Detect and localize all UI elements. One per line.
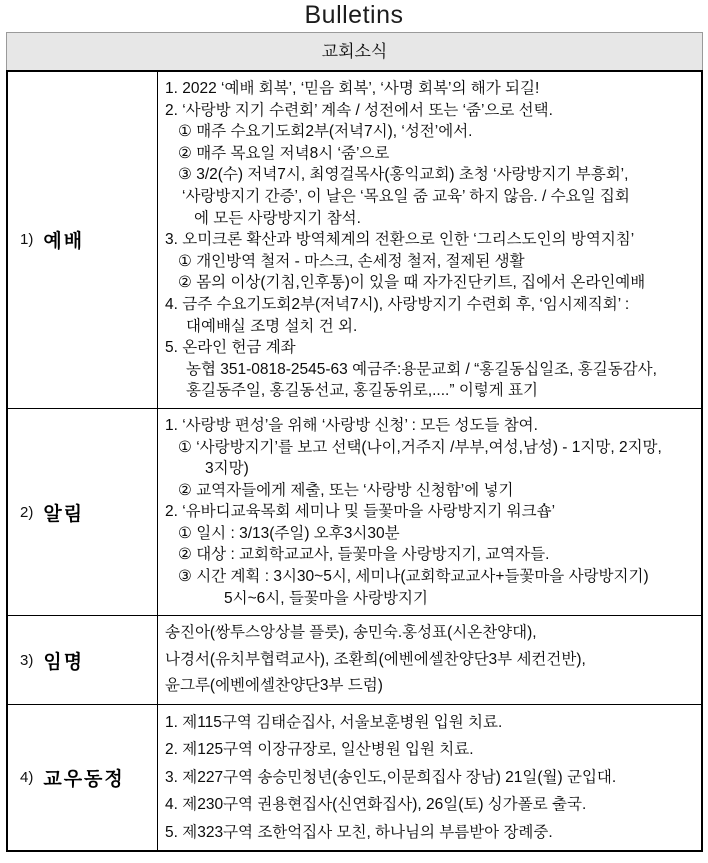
bulletin-line: 송진아(쌍투스앙상블 플룻), 송민숙.홍성표(시온찬양대), xyxy=(165,624,537,642)
section-number: 2) xyxy=(20,503,34,521)
section-content-worship xyxy=(158,72,701,408)
bulletin-line: 3. 오미크론 확산과 방역체계의 전환으로 인한 ‘그리스도인의 방역지침’ xyxy=(165,231,635,249)
bulletin-line: ③ 3/2(수) 저녁7시, 최영걸목사(홍익교회) 초청 ‘사랑방지기 부흥회’, xyxy=(178,166,629,184)
bulletin-line: 윤그루(에벤에셀찬양단3부 드럼) xyxy=(165,677,383,695)
section-number: 4) xyxy=(20,769,34,787)
section-number: 1) xyxy=(20,231,34,249)
section-number: 3) xyxy=(20,651,34,669)
section-label-appointments xyxy=(8,616,158,704)
bulletin-line: 5. 제323구역 조한억집사 모친, 하나님의 부름받아 장례중. xyxy=(165,823,553,841)
section-label-announcements xyxy=(8,409,158,615)
bulletin-line: 3. 제227구역 송승민청년(송인도,이문희집사 장남) 21일(월) 군입대. xyxy=(165,768,617,786)
bulletin-line: 4. 제230구역 권용현집사(신연화집사), 26일(토) 싱가폴로 출국. xyxy=(165,796,587,814)
section-row-worship xyxy=(8,72,701,408)
bulletin-line: ② 교역자들에게 제출, 또는 ‘사랑방 신청함’에 넣기 xyxy=(178,481,514,499)
bulletin-line: ① 매주 수요기도회2부(저녁7시), ‘성전’에서. xyxy=(178,123,473,141)
section-row-appointments xyxy=(8,615,701,704)
section-row-announcements xyxy=(8,408,701,615)
section-label-member-news xyxy=(8,705,158,850)
bulletin-line: ② 매주 목요일 저녁8시 ‘줌’으로 xyxy=(178,144,390,162)
bulletin-table xyxy=(6,32,703,852)
section-row-member-news xyxy=(8,704,701,850)
bulletin-line: 에 모든 사랑방지기 참석. xyxy=(194,209,361,227)
bulletin-line: 홍길동주일, 홍길동선교, 홍길동위로,....” 이렇게 표기 xyxy=(186,382,538,400)
bulletin-line: 4. 금주 수요기도회2부(저녁7시), 사랑방지기 수련회 후, ‘임시제직회’ : xyxy=(165,295,630,313)
bulletin-line: 나경서(유치부협력교사), 조환희(에벤에셀찬양단3부 세컨건반), xyxy=(165,650,586,668)
bulletin-line: 대예배실 조명 설치 건 외. xyxy=(186,317,358,335)
section-content-appointments xyxy=(158,616,701,704)
bulletin-line: 2. ‘사랑방 지기 수련회’ 계속 / 성전에서 또는 ‘줌’으로 선택. xyxy=(165,101,553,119)
section-title: 예배 xyxy=(43,231,85,253)
bulletin-line: ② 대상 : 교회학교교사, 들꽃마을 사랑방지기, 교역자들. xyxy=(178,546,550,564)
bulletin-line: ‘사랑방지기 간증’, 이 날은 ‘목요일 줌 교육’ 하지 않음. / 수요일 집회 xyxy=(182,187,630,205)
bulletin-line: 농협 351-0818-2545-63 예금주:용문교회 / “홍길동십일조, 홍길동감사, xyxy=(186,360,657,378)
bulletin-line: ② 몸의 이상(기침,인후통)이 있을 때 자가진단키트, 집에서 온라인예배 xyxy=(178,274,646,292)
bulletin-line: 5시~6시, 들꽃마을 사랑방지기 xyxy=(224,589,428,607)
bulletin-line: 1. 2022 ‘예배 회복’, ‘믿음 회복’, ‘사명 회복’의 해가 되길! xyxy=(165,80,540,97)
bulletin-line: ③ 시간 계획 : 3시30~5시, 세미나(교회학교교사+들꽃마을 사랑방지기) xyxy=(178,568,649,586)
section-content-announcements xyxy=(158,409,701,615)
page-title: Bulletins xyxy=(304,1,404,29)
bulletin-line: 5. 온라인 헌금 계좌 xyxy=(165,339,296,357)
section-title: 임명 xyxy=(43,651,85,673)
bulletin-line: ① 일시 : 3/13(주일) 오후3시30분 xyxy=(178,524,400,542)
bulletin-line: 3지망) xyxy=(205,460,249,478)
section-content-member-news xyxy=(158,705,701,850)
section-label-worship xyxy=(8,72,158,408)
bulletin-line: 2. ‘유바디교육목회 세미나 및 들꽃마을 사랑방지기 워크숍’ xyxy=(165,503,556,521)
section-title: 알림 xyxy=(43,503,85,525)
table-body xyxy=(6,70,703,852)
bulletin-line: ① ‘사랑방지기’를 보고 선택(나이,거주지 /부부,여성,남성) - 1지망, 2지망, xyxy=(178,438,662,456)
bulletin-line: 2. 제125구역 이장규장로, 일산병원 입원 치료. xyxy=(165,741,474,759)
bulletin-line: 1. 제115구역 김태순집사, 서울보훈병원 입원 치료. xyxy=(165,714,503,732)
bulletin-line: ① 개인방역 철저 - 마스크, 손세정 철저, 절제된 생활 xyxy=(178,252,525,270)
section-title: 교우동정 xyxy=(43,769,125,791)
table-header-church-news: 교회소식 xyxy=(6,32,703,70)
bulletin-line: 1. ‘사랑방 편성’을 위해 ‘사랑방 신청’ : 모든 성도들 참여. xyxy=(165,416,538,434)
